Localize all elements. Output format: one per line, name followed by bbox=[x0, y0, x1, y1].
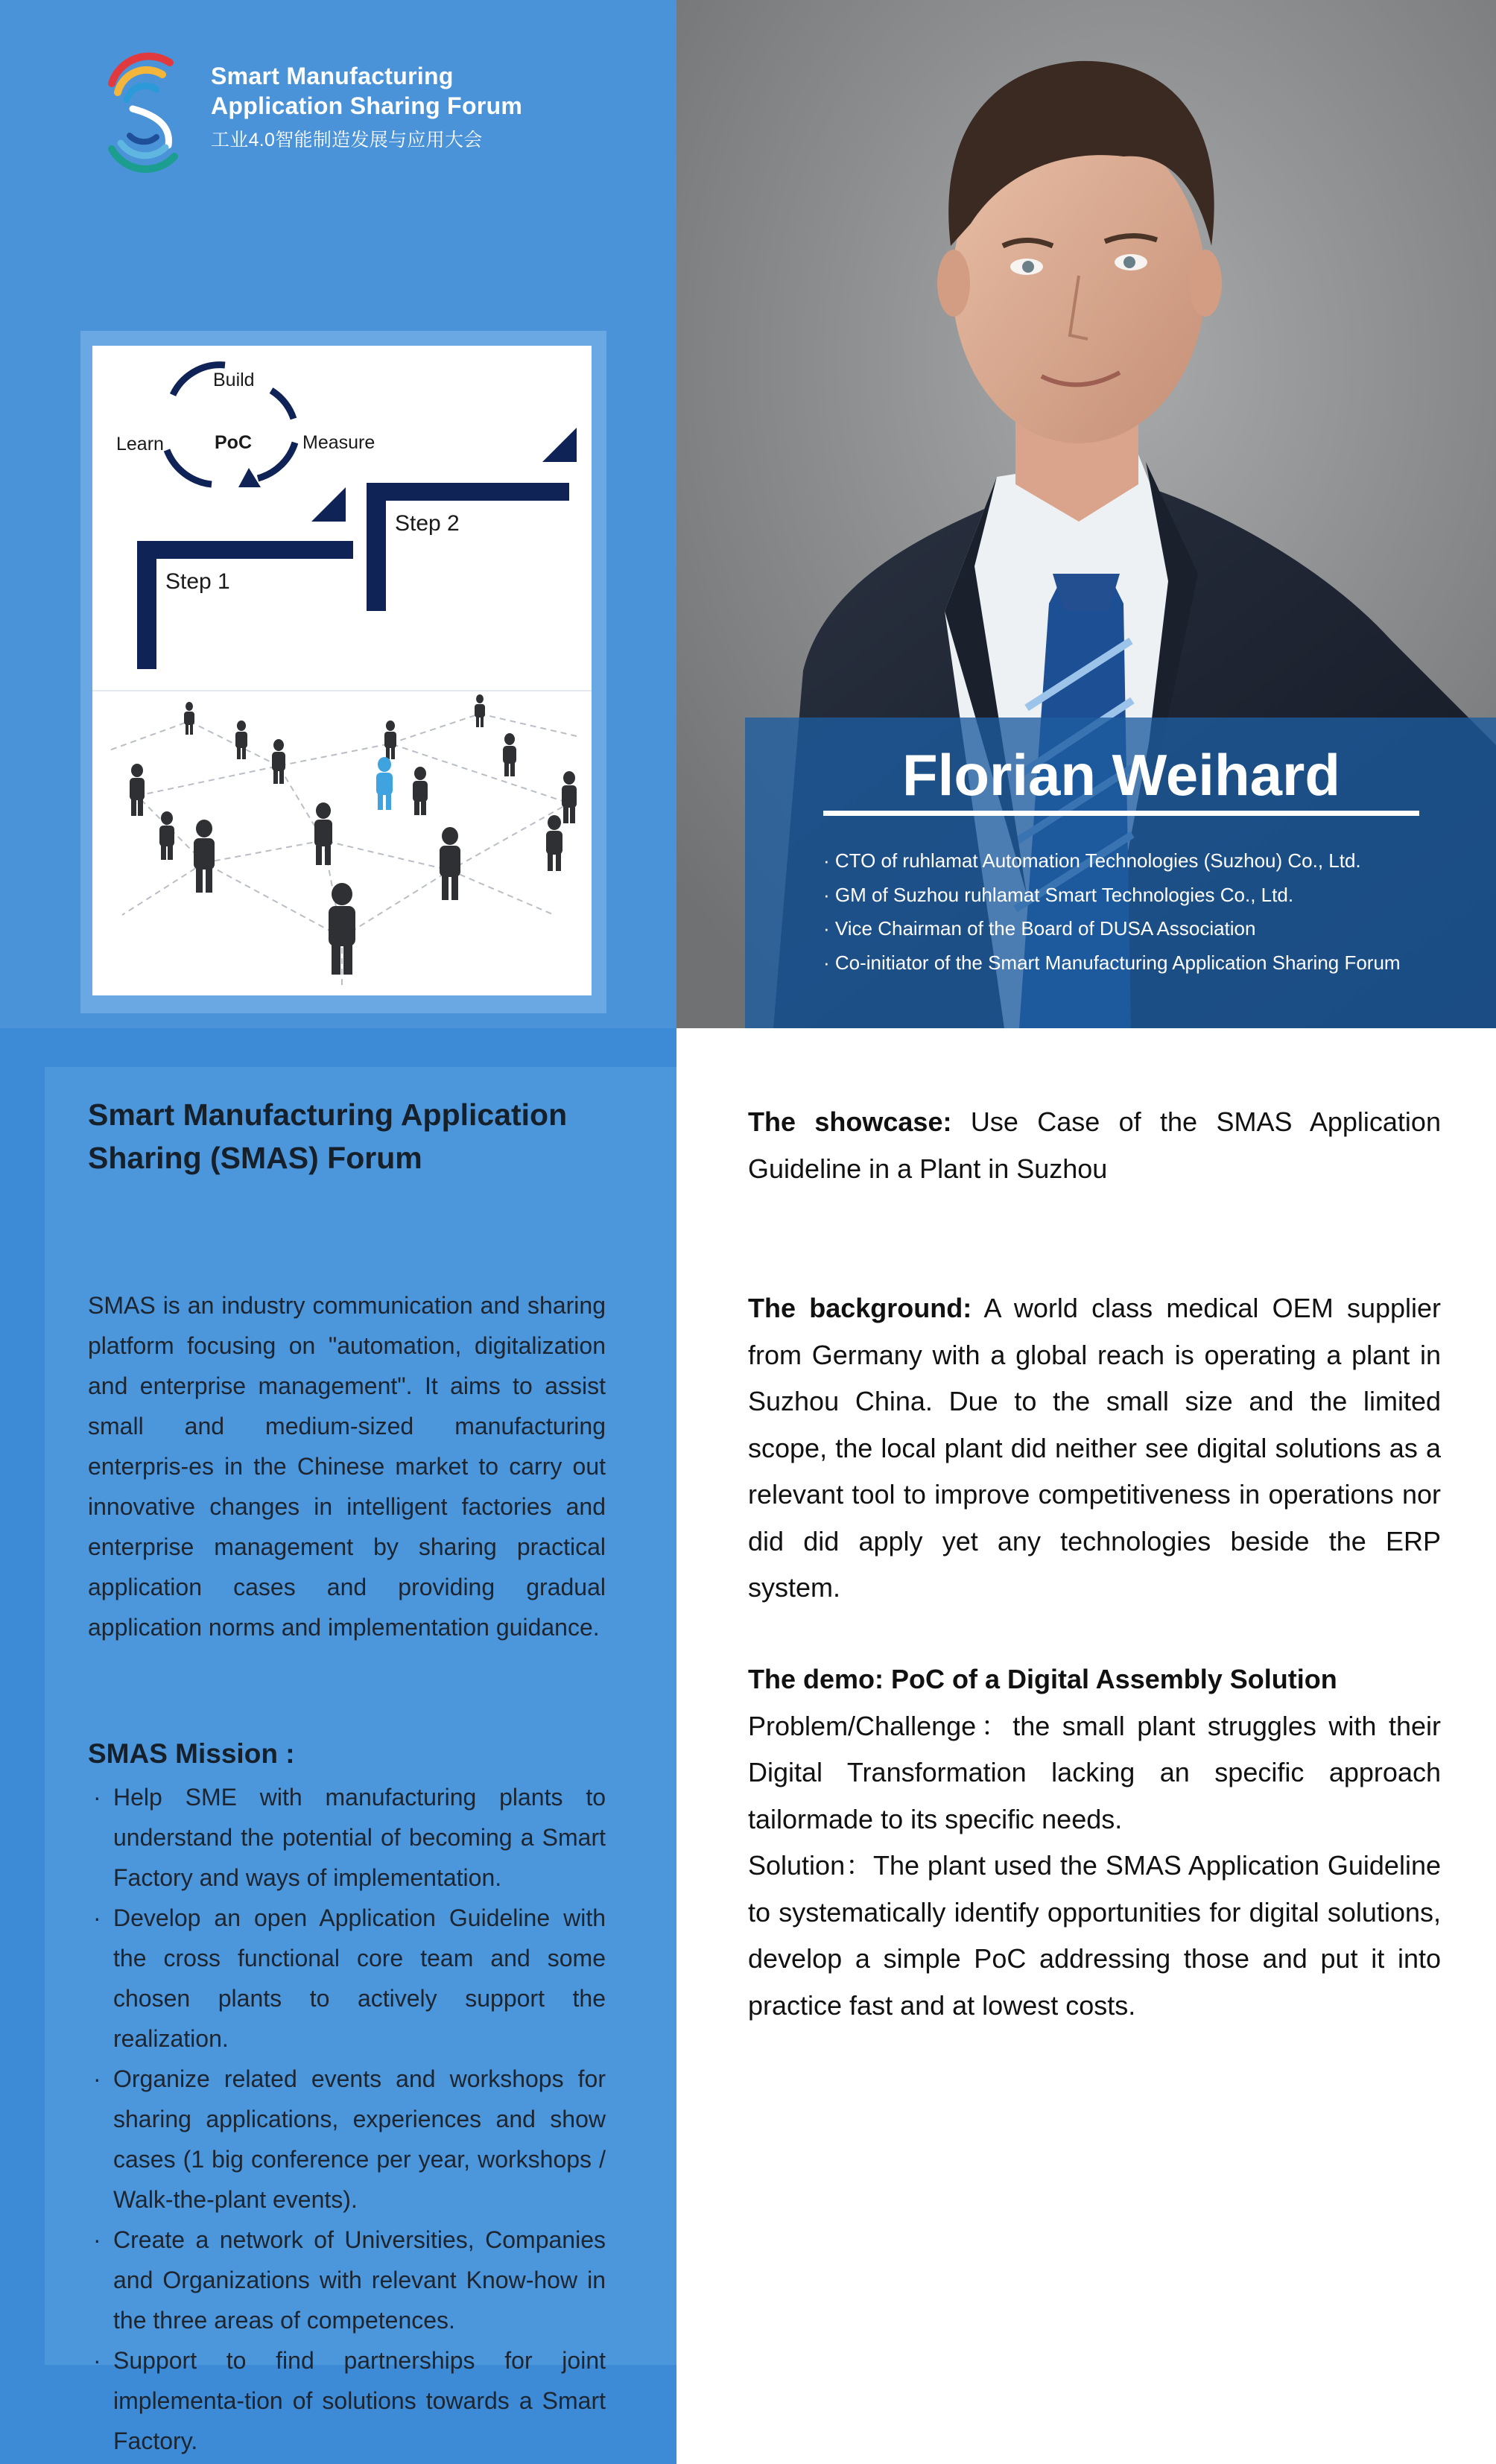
cycle-label-build: Build bbox=[213, 370, 255, 390]
showcase-section bbox=[748, 1099, 1441, 1192]
step-2-label: Step 2 bbox=[395, 511, 460, 536]
problem-text: Problem/Challenge：the small plant struggles with their Digital Transformation lacking an specific approach tailormade to its specific needs. bbox=[748, 1710, 1441, 1834]
logo-chinese-title: 工业4.0智能制造发展与应用大会 bbox=[211, 130, 483, 151]
illustration bbox=[92, 346, 592, 995]
background-label: The background: bbox=[748, 1293, 972, 1323]
smas-mission-title: SMAS Mission : bbox=[88, 1738, 295, 1769]
cycle-label-measure: Measure bbox=[302, 432, 375, 453]
showcase-label: The showcase: bbox=[748, 1106, 952, 1137]
logo-title-line2: Application Sharing Forum bbox=[211, 92, 523, 119]
solution-text: Solution：The plant used the SMAS Application Guideline to systematically identify opportunities for digital solutions, develop a simple PoC addressing those and put it into practice fast and at lowest costs. bbox=[748, 1850, 1441, 2021]
mission-item: · Help SME with manufacturing plants to understand the potential of becoming a Smart Factory and ways of implementation. bbox=[88, 1777, 606, 1898]
smas-description: SMAS is an industry communication and sharing platform focusing on "automation, digitalization and enterprise management". It aims to assist small and medium-sized manufacturing enterpris-es in the Chinese market to carry out innovative changes in intelligent factories and enterprise management by sharing practical application cases and providing gradual application norms and implementation guidance. bbox=[88, 1292, 606, 1641]
speaker-role: · Co-initiator of the Smart Manufacturing Application Sharing Forum bbox=[823, 951, 1401, 974]
speaker-role: · Vice Chairman of the Board of DUSA Association bbox=[823, 917, 1256, 940]
speaker-roles bbox=[823, 844, 1464, 980]
step-1-label: Step 1 bbox=[165, 569, 230, 594]
background-section bbox=[748, 1285, 1441, 1612]
smas-forum-title: Smart Manufacturing Application Sharing (SMAS) Forum bbox=[88, 1098, 568, 1175]
smas-logo-icon bbox=[88, 37, 200, 186]
poc-cycle-diagram bbox=[92, 346, 592, 690]
cycle-label-poc: PoC bbox=[215, 432, 252, 453]
mission-item: · Organize related events and workshops for sharing applications, experiences and show cases (1 big conference per year, workshops / Walk-the-plant events). bbox=[88, 2059, 606, 2220]
background-text: A world class medical OEM supplier from Germany with a global reach is operating a plant in Suzhou China. Due to the small size and the limited scope, the local plant did neither see digital solutions as a relevant tool to improve competitiveness in operations nor did did apply yet any technologies beside the ERP system. bbox=[748, 1293, 1442, 1603]
demo-section bbox=[748, 1656, 1441, 2029]
speaker-role: · GM of Suzhou ruhlamat Smart Technologies Co., Ltd. bbox=[823, 883, 1294, 906]
demo-title: The demo: PoC of a Digital Assembly Solution bbox=[748, 1664, 1337, 1694]
speaker-role: · CTO of ruhlamat Automation Technologies (Suzhou) Co., Ltd. bbox=[823, 849, 1361, 872]
showcase-text: Use Case of the SMAS Application Guideline in a Plant in Suzhou bbox=[748, 1106, 1441, 1184]
mission-item: · Develop an open Application Guideline with the cross functional core team and some chosen plants to actively support the realization. bbox=[88, 1898, 606, 2059]
logo-title-line1: Smart Manufacturing bbox=[211, 63, 454, 89]
cycle-label-learn: Learn bbox=[116, 434, 164, 455]
speaker-name-underline bbox=[823, 811, 1419, 816]
speaker-name: Florian Weihard bbox=[902, 742, 1340, 808]
smas-mission-list bbox=[88, 1777, 606, 2461]
people-network-image bbox=[92, 691, 592, 995]
mission-item: · Create a network of Universities, Companies and Organizations with relevant Know-how in the three areas of competences. bbox=[88, 2220, 606, 2340]
forum-logo bbox=[88, 37, 550, 186]
mission-item: · Support to find partnerships for joint implementa-tion of solutions towards a Smart Factory. bbox=[88, 2340, 606, 2461]
